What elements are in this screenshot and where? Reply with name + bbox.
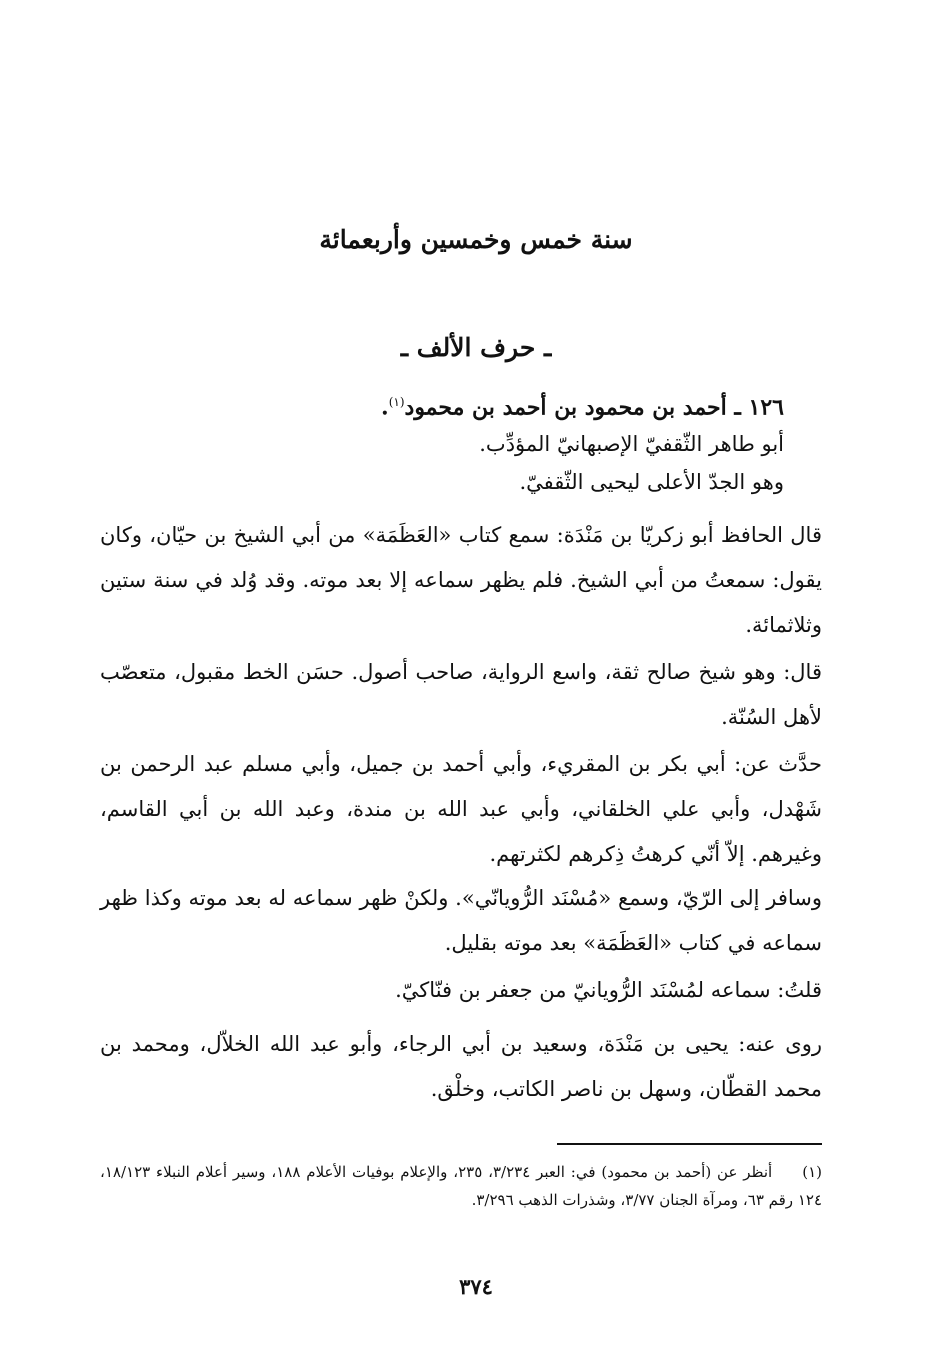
- entry-header: [100, 383, 784, 426]
- body-paragraph: قال الحافظ أبو زكريّا بن مَنْدَة: سمع كتاب «العَظَمَة» من أبي الشيخ بن حيّان، وكان يقول: سمعتُ من أبي الشيخ. فلم يظهر سماعه إلا بعد موته. وقد وُلد في سنة ستين وثلاثمائة.: [100, 523, 822, 637]
- page-number: ٣٧٤: [459, 1274, 493, 1299]
- footnote-text: أنظر عن (أحمد بن محمود) في: العبر ٣/٢٣٤، ٢٣٥، والإعلام بوفيات الأعلام ١٨٨، وسير أعلام النبلاء ١٨/١٢٣، ١٢٤ رقم ٦٣، ومرآة الجنان ٣/٧٧، وشذرات الذهب ٣/٢٩٦.: [100, 1163, 822, 1209]
- body-paragraph: حدَّث عن: أبي بكر بن المقريء، وأبي أحمد بن جميل، وأبي مسلم عبد الرحمن بن شَهْدل، وأبي علي الخلقاني، وأبي عبد الله بن مندة، وعبد الله بن أبي القاسم، وغيرهم. إلاّ أنّي كرهتُ ذِكرهم لكثرتهم.: [100, 752, 822, 866]
- year-heading: سنة خمس وخمسين وأربعمائة: [319, 225, 633, 254]
- body-paragraph: وسافر إلى الرّيّ، وسمع «مُسْنَد الرُّويانّي». ولكنْ ظهر سماعه له بعد موته وكذا ظهر سماعه في كتاب «العَظَمَة» بعد موته بقليل.: [100, 886, 822, 955]
- footnote-divider: [557, 1143, 822, 1145]
- entry-intro-line: وهو الجدّ الأعلى ليحيى الثّقفيّ.: [519, 470, 784, 494]
- entry-header-end: .: [381, 394, 389, 421]
- body-paragraph: قلتُ: سماعه لمُسْنَد الرُّويانيّ من جعفر بن فنّاكيّ.: [395, 978, 822, 1002]
- footnote: [100, 1158, 822, 1214]
- body-paragraph: قال: وهو شيخ صالح ثقة، واسع الرواية، صاحب أصول. حسَن الخط مقبول، متعصّب لأهل السُنّة.: [100, 660, 822, 729]
- footnote-number: (١): [802, 1163, 822, 1181]
- footnote-ref[interactable]: (١): [388, 395, 405, 409]
- section-heading: ـ حرف الألف ـ: [400, 333, 552, 362]
- body-paragraph: روى عنه: يحيى بن مَنْدَة، وسعيد بن أبي الرجاء، وأبو عبد الله الخلاّل، ومحمد بن محمد القطّان، وسهل بن ناصر الكاتب، وخلْق.: [100, 1032, 822, 1101]
- entry-header-text: ١٢٦ ـ أحمد بن محمود بن أحمد بن محمود: [404, 394, 784, 421]
- entry-intro-line: أبو طاهر الثّقفيّ الإصبهانيّ المؤدِّب.: [479, 432, 784, 456]
